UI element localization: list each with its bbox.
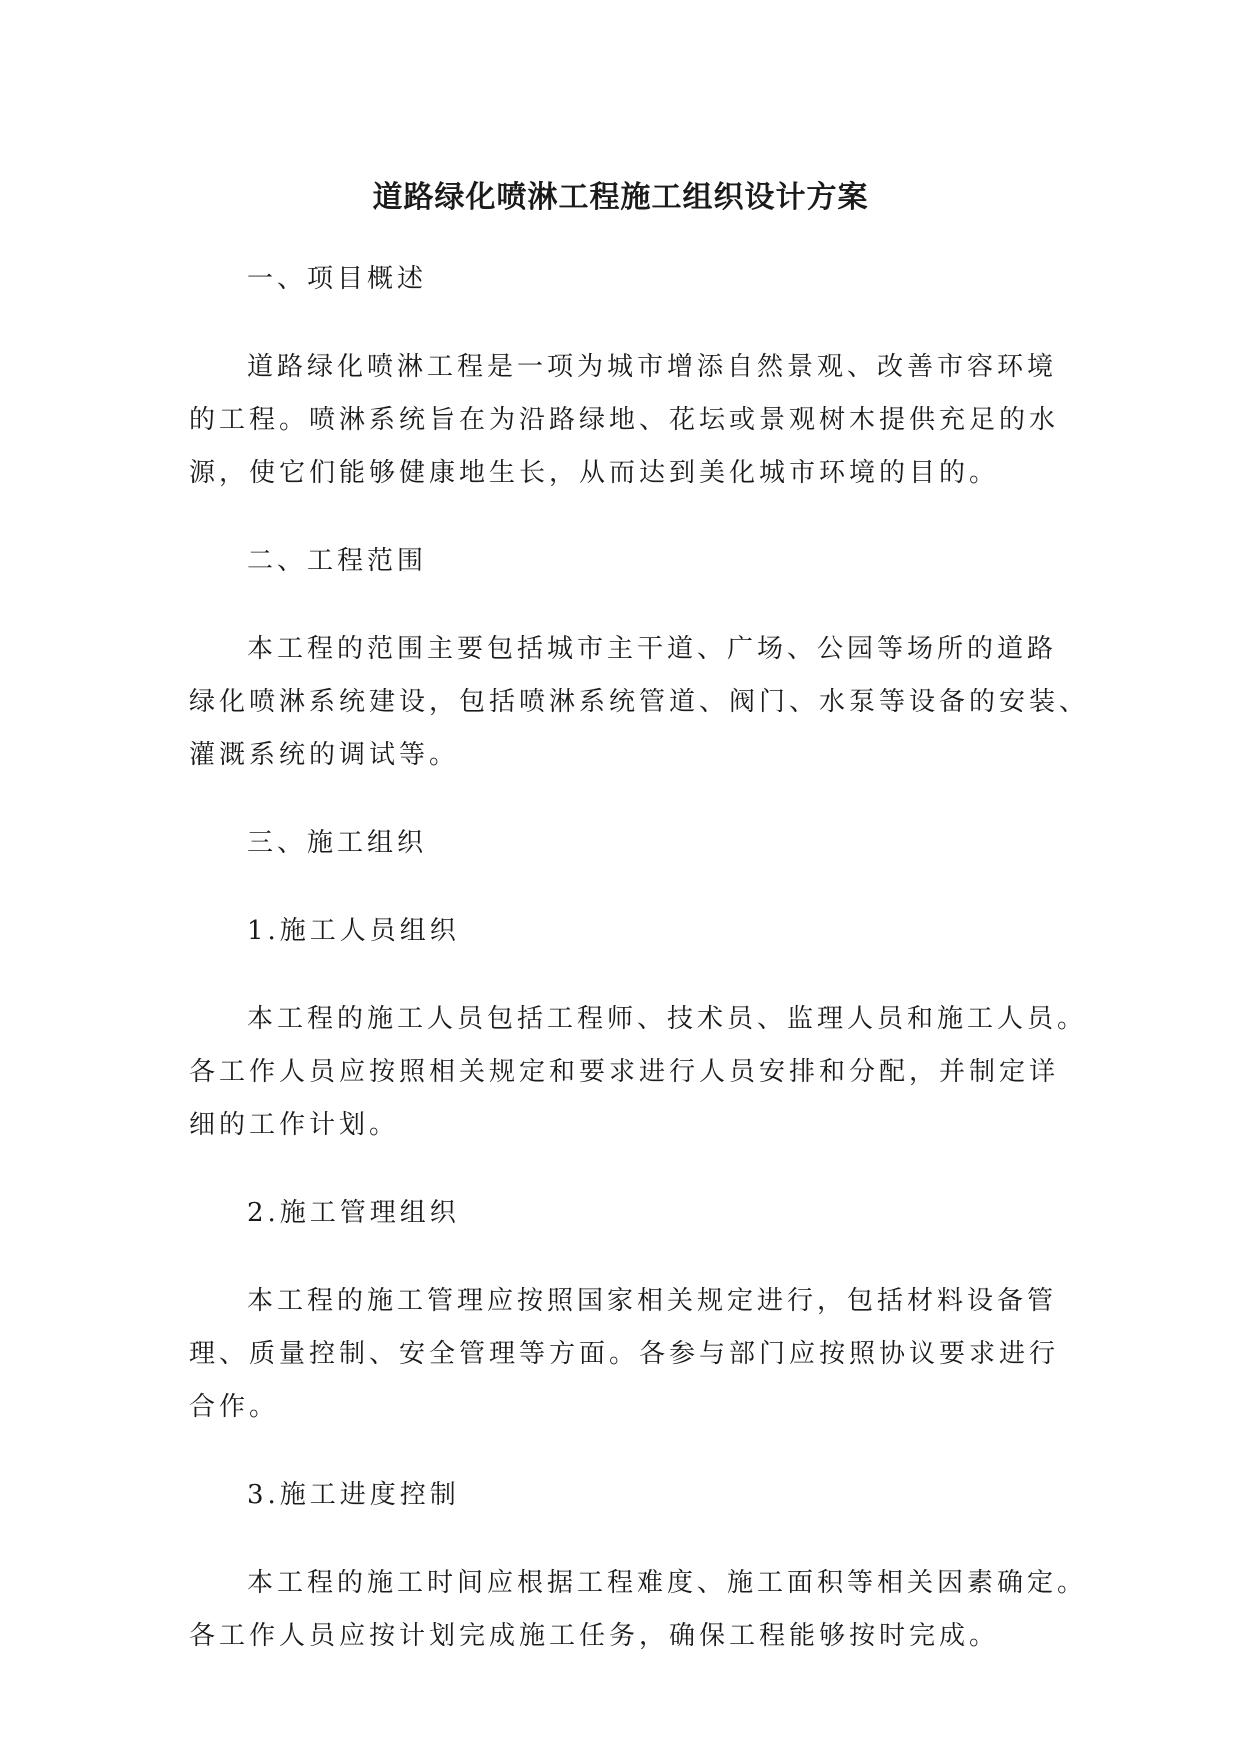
document-title: 道路绿化喷淋工程施工组织设计方案 xyxy=(372,180,869,215)
paragraph-line: 本工程的施工时间应根据工程难度、施工面积等相关因素确定。 xyxy=(247,1568,1088,1598)
subsection-heading-personnel: 1.施工人员组织 xyxy=(247,916,460,946)
paragraph-schedule xyxy=(189,1557,1088,1663)
paragraph-line: 本工程的施工人员包括工程师、技术员、监理人员和施工人员。 xyxy=(247,1004,1088,1034)
paragraph-line: 的工程。喷淋系统旨在为沿路绿地、花坛或景观树木提供充足的水 xyxy=(189,405,1060,435)
section-heading-scope: 二、工程范围 xyxy=(247,546,428,576)
paragraph-line: 道路绿化喷淋工程是一项为城市增添自然景观、改善市容环境 xyxy=(247,352,1058,382)
paragraph-line: 各工作人员应按计划完成施工任务，确保工程能够按时完成。 xyxy=(189,1621,1000,1651)
document-body xyxy=(189,253,1090,1698)
subsection-heading-schedule: 3.施工进度控制 xyxy=(247,1480,460,1510)
subsection-heading-management: 2.施工管理组织 xyxy=(247,1198,460,1228)
paragraph-line: 合作。 xyxy=(189,1392,280,1422)
paragraph-line: 源，使它们能够健康地生长，从而达到美化城市环境的目的。 xyxy=(189,458,1000,488)
paragraph-line: 各工作人员应按照相关规定和要求进行人员安排和分配，并制定详 xyxy=(189,1057,1060,1087)
paragraph-line: 灌溉系统的调试等。 xyxy=(189,740,460,770)
paragraph-line: 本工程的范围主要包括城市主干道、广场、公园等场所的道路 xyxy=(247,634,1058,664)
paragraph-line: 绿化喷淋系统建设，包括喷淋系统管道、阀门、水泵等设备的安装、 xyxy=(189,687,1090,717)
paragraph-personnel xyxy=(189,993,1088,1152)
section-heading-overview: 一、项目概述 xyxy=(247,264,428,294)
paragraph-line: 细的工作计划。 xyxy=(189,1110,400,1140)
paragraph-management xyxy=(189,1275,1069,1434)
paragraph-line: 理、质量控制、安全管理等方面。各参与部门应按照协议要求进行 xyxy=(189,1339,1060,1369)
paragraph-overview xyxy=(189,341,1069,500)
section-heading-organization: 三、施工组织 xyxy=(247,828,428,858)
paragraph-scope xyxy=(189,623,1090,782)
paragraph-line: 本工程的施工管理应按照国家相关规定进行，包括材料设备管 xyxy=(247,1286,1058,1316)
